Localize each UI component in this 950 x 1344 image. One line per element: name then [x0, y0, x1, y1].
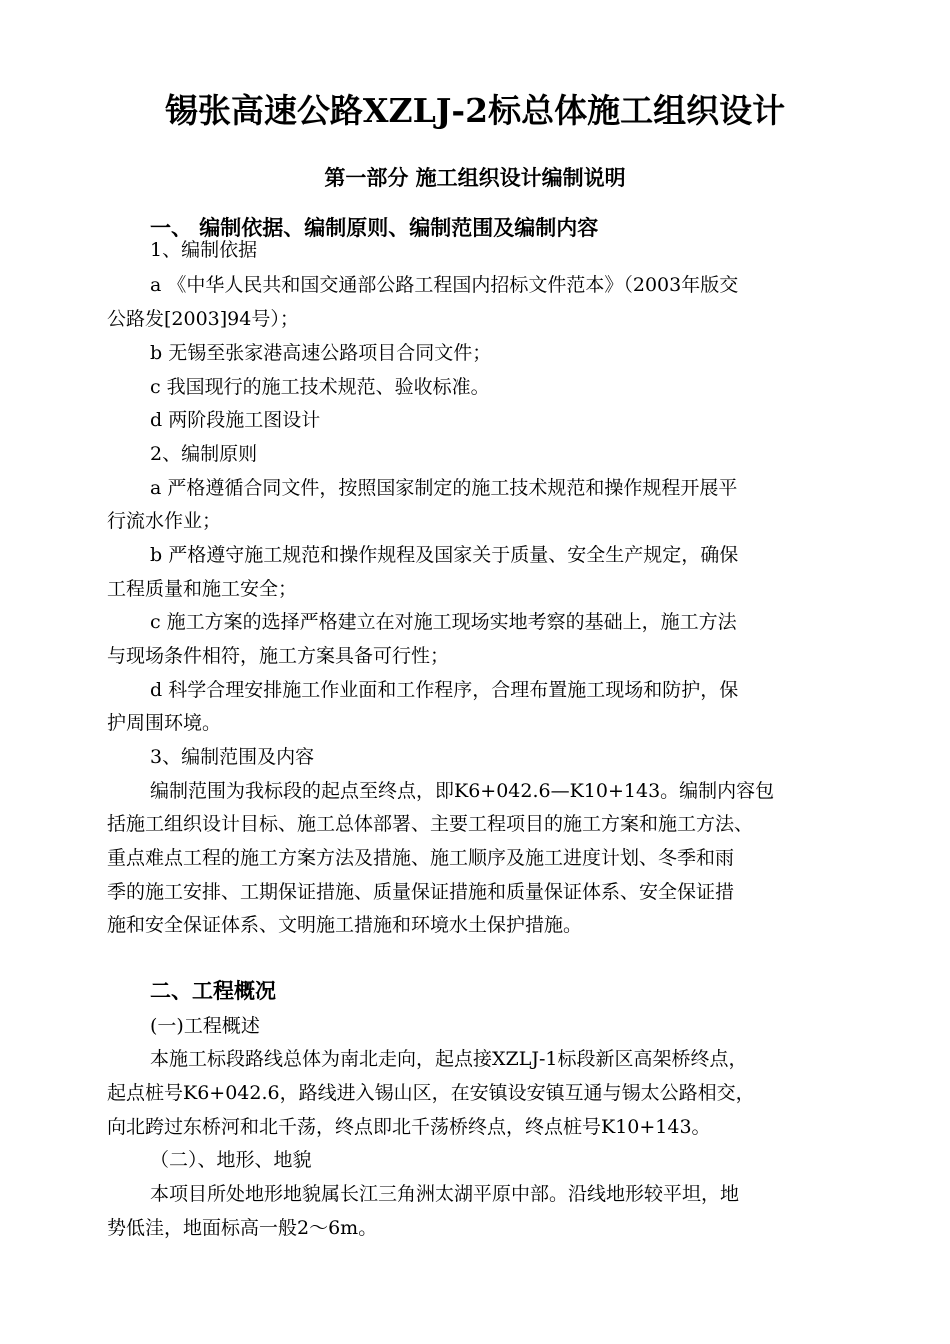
paragraph-line: c 施工方案的选择严格建立在对施工现场实地考察的基础上，施工方法 — [150, 611, 737, 633]
paragraph-line: 括施工组织设计目标、施工总体部署、主要工程项目的施工方案和施工方法、 — [107, 813, 754, 835]
subheading-principles: 2、编制原则 — [150, 443, 258, 465]
paragraph-line: 势低洼，地面标高一般2～6m。 — [107, 1217, 378, 1239]
paragraph-line: 工程质量和施工安全； — [107, 578, 298, 600]
paragraph-line: a 《中华人民共和国交通部公路工程国内招标文件范本》（2003年版交 — [150, 274, 739, 296]
subheading-basis: 1、编制依据 — [150, 239, 258, 261]
paragraph-line: b 无锡至张家港高速公路项目合同文件； — [150, 342, 492, 364]
paragraph-line: 公路发[2003]94号）； — [107, 308, 299, 330]
section-heading-2: 二、工程概况 — [150, 979, 276, 1003]
document-title: 锡张高速公路XZLJ-2标总体施工组织设计 — [164, 91, 786, 130]
paragraph-line: c 我国现行的施工技术规范、验收标准。 — [150, 376, 490, 398]
paragraph-line: 护周围环境。 — [107, 712, 222, 734]
paragraph-line: 向北跨过东桥河和北千荡，终点即北千荡桥终点，终点桩号K10+143。 — [107, 1116, 711, 1138]
paragraph-line: 本项目所处地形地貌属长江三角洲太湖平原中部。沿线地形较平坦，地 — [150, 1183, 740, 1205]
subheading-terrain: （二）、地形、地貌 — [150, 1149, 312, 1171]
paragraph-line: 季的施工安排、工期保证措施、质量保证措施和质量保证体系、安全保证措 — [107, 881, 735, 903]
paragraph-line: 本施工标段路线总体为南北走向，起点接XZLJ-1标段新区高架桥终点， — [150, 1048, 748, 1070]
paragraph-line: 施和安全保证体系、文明施工措施和环境水土保护措施。 — [107, 914, 583, 936]
paragraph-line: b 严格遵守施工规范和操作规程及国家关于质量、安全生产规定，确保 — [150, 544, 739, 566]
subheading-scope: 3、编制范围及内容 — [150, 746, 315, 768]
paragraph-line: a 严格遵循合同文件，按照国家制定的施工技术规范和操作规程开展平 — [150, 477, 738, 499]
section-heading-1: 一、 编制依据、编制原则、编制范围及编制内容 — [150, 216, 599, 240]
subheading-overview: (一)工程概述 — [150, 1015, 260, 1037]
paragraph-line: 与现场条件相符，施工方案具备可行性； — [107, 645, 450, 667]
paragraph-line: d 两阶段施工图设计 — [150, 409, 321, 431]
part-heading: 第一部分 施工组织设计编制说明 — [324, 166, 626, 190]
paragraph-line: 行流水作业； — [107, 510, 222, 532]
paragraph-line: 起点桩号K6+042.6，路线进入锡山区，在安镇设安镇互通与锡太公路相交， — [107, 1082, 755, 1104]
paragraph-line: d 科学合理安排施工作业面和工作程序，合理布置施工现场和防护，保 — [150, 679, 739, 701]
paragraph-line: 编制范围为我标段的起点至终点，即K6+042.6—K10+143。编制内容包 — [150, 780, 775, 802]
paragraph-line: 重点难点工程的施工方案方法及措施、施工顺序及施工进度计划、冬季和雨 — [107, 847, 735, 869]
